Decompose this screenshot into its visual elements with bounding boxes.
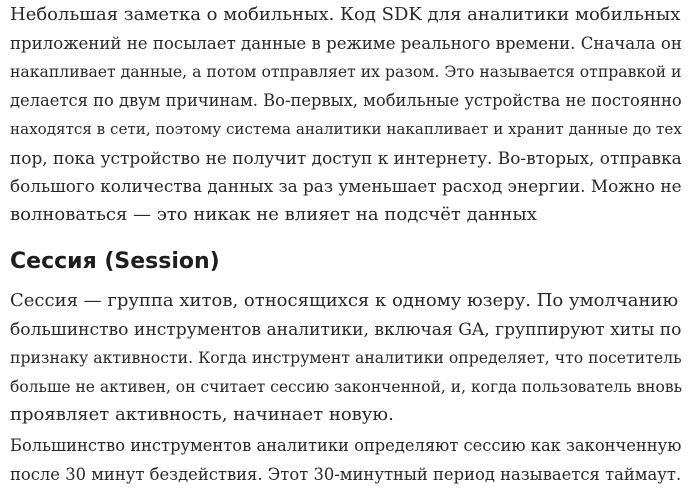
session-definition-paragraph	[10, 287, 682, 430]
paragraph-line: после 30 минут бездействия. Этот 30-минутный период называется таймаут.	[10, 464, 682, 484]
paragraph-line: Небольшая заметка о мобильных. Код SDK для аналитики мобильных	[10, 4, 681, 25]
mobile-note-paragraph	[10, 1, 682, 229]
paragraph-line: признаку активности. Когда инструмент аналитики определяет, что посетитель	[10, 348, 682, 367]
paragraph-line: накапливает данные, а потом отправляет их разом. Это называется отправкой и	[10, 62, 682, 81]
paragraph-line: большого количества данных за раз уменьшает расход энергии. Можно не	[10, 176, 682, 196]
paragraph-line: больше не активен, он считает сессию законченной, и, когда пользователь вновь	[10, 377, 683, 396]
paragraph-line: приложений не посылает данные в режиме реального времени. Сначала он	[10, 33, 682, 53]
paragraph-line: пор, пока устройство не получит доступ к интернету. Во-вторых, отправка	[10, 147, 682, 168]
paragraph-line: большинство инструментов аналитики, включая GA, группируют хиты по	[10, 319, 682, 340]
paragraph-line: Большинство инструментов аналитики определяют сессию как законченную	[10, 436, 682, 455]
session-heading: Сессия (Session)	[10, 249, 220, 274]
paragraph-line: Сессия — группа хитов, относящихся к одному юзеру. По умолчанию	[10, 290, 679, 311]
paragraph-line: волноваться — это никак не влияет на подсчёт данных	[10, 203, 537, 225]
paragraph-line: проявляет активность, начинает новую.	[10, 404, 394, 425]
paragraph-line: находятся в сети, поэтому система аналитики накапливает и хранит данные до тех	[10, 120, 682, 138]
session-timeout-paragraph	[10, 432, 681, 489]
paragraph-line: делается по двум причинам. Во-первых, мобильные устройства не постоянно	[10, 90, 682, 110]
